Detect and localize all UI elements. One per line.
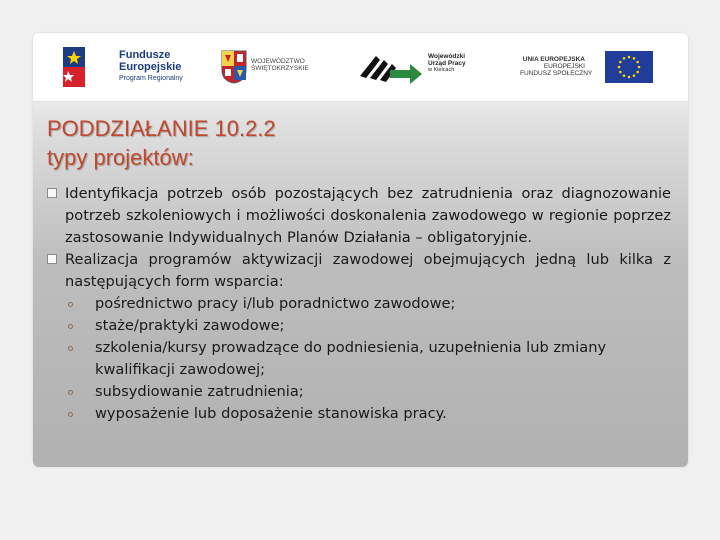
title-line-2: typy projektów:	[47, 145, 194, 170]
eu-star-icon	[619, 61, 622, 64]
woj-logo-text	[251, 59, 309, 73]
sub-item-text: staże/praktyki zawodowe;	[95, 317, 285, 334]
sub-item-2	[65, 315, 671, 337]
eu-star-icon	[618, 66, 621, 69]
sub-item-text: wyposażenie lub doposażenie stanowiska pracy.	[95, 405, 447, 422]
sub-item-4	[65, 381, 671, 403]
page-title	[47, 114, 276, 172]
eu-line-1: UNIA EUROPEJSKA	[522, 56, 585, 63]
wup-emblem-icon	[358, 50, 424, 84]
square-bullet-icon	[47, 188, 57, 198]
sub-item-text: szkolenia/kursy prowadzące do podniesienia, uzupełnienia lub zmiany kwalifikacji zawodowej;	[95, 339, 607, 378]
bullet-text-1: Identyfikacja potrzeb osób pozostających bez zatrudnienia oraz diagnozowanie potrzeb szkoleniowych i możliwości doskonalenia zawodowego w regionie poprzez zastosowanie Indywidualnych Planów Działania – obligatoryjnie.	[65, 185, 671, 246]
circle-bullet-icon	[68, 390, 73, 395]
eu-star-icon	[623, 57, 626, 60]
bullet-item-1	[47, 183, 671, 249]
eu-logo	[517, 41, 657, 93]
fundusze-europejskie-logo	[61, 41, 191, 93]
eu-line-2: EUROPEJSKI	[543, 62, 585, 70]
sub-item-5	[65, 403, 671, 425]
wup-line-1: Wojewódzki	[428, 53, 466, 60]
circle-bullet-icon	[68, 346, 73, 351]
eu-line-3: FUNDUSZ SPOŁECZNY	[520, 69, 593, 77]
sub-item-3	[65, 337, 671, 381]
bullet-item-2	[47, 249, 671, 293]
wup-line-2: Urząd Pracy	[428, 59, 466, 67]
fe-subtitle: Program Regionalny	[119, 75, 183, 83]
wup-logo	[358, 41, 498, 93]
sub-item-text: pośrednictwo pracy i/lub poradnictwo zawodowe;	[95, 295, 456, 312]
fe-logo-text	[119, 50, 183, 82]
wup-line-3: w Kielcach	[428, 66, 455, 73]
eu-star-icon	[633, 57, 636, 60]
eu-star-icon	[623, 74, 626, 77]
eu-star-icon	[638, 66, 641, 69]
eu-star-icon	[628, 56, 631, 59]
slide	[33, 33, 688, 467]
fe-title-line-1: Fundusze	[119, 49, 171, 61]
sub-list	[47, 293, 671, 425]
woj-line-2: ŚWIĘTOKRZYSKIE	[251, 64, 309, 72]
sub-item-text: subsydiowanie zatrudnienia;	[95, 383, 304, 400]
title-line-1: PODDZIAŁANIE 10.2.2	[47, 116, 276, 141]
wup-logo-text	[428, 54, 466, 73]
eu-flag-icon	[605, 51, 653, 83]
eu-star-icon	[636, 61, 639, 64]
circle-bullet-icon	[68, 324, 73, 329]
fe-title-line-2: Europejskie	[119, 60, 182, 73]
eu-star-icon	[619, 71, 622, 74]
logo-strip	[33, 33, 688, 102]
content	[47, 183, 671, 425]
eu-star-icon	[628, 76, 631, 79]
circle-bullet-icon	[68, 302, 73, 307]
sub-item-1	[65, 293, 671, 315]
wojewodztwo-logo	[221, 41, 331, 93]
eu-star-icon	[633, 74, 636, 77]
eu-star-icon	[636, 71, 639, 74]
square-bullet-icon	[47, 254, 57, 264]
bullet-text-2: Realizacja programów aktywizacji zawodowej obejmujących jedną lub kilka z następujących form wsparcia:	[65, 251, 671, 290]
circle-bullet-icon	[68, 412, 73, 417]
woj-line-1: WOJEWÓDZTWO	[251, 58, 305, 65]
coat-of-arms-icon	[221, 50, 247, 84]
fe-emblem-icon	[61, 45, 87, 89]
eu-logo-text	[520, 56, 593, 77]
